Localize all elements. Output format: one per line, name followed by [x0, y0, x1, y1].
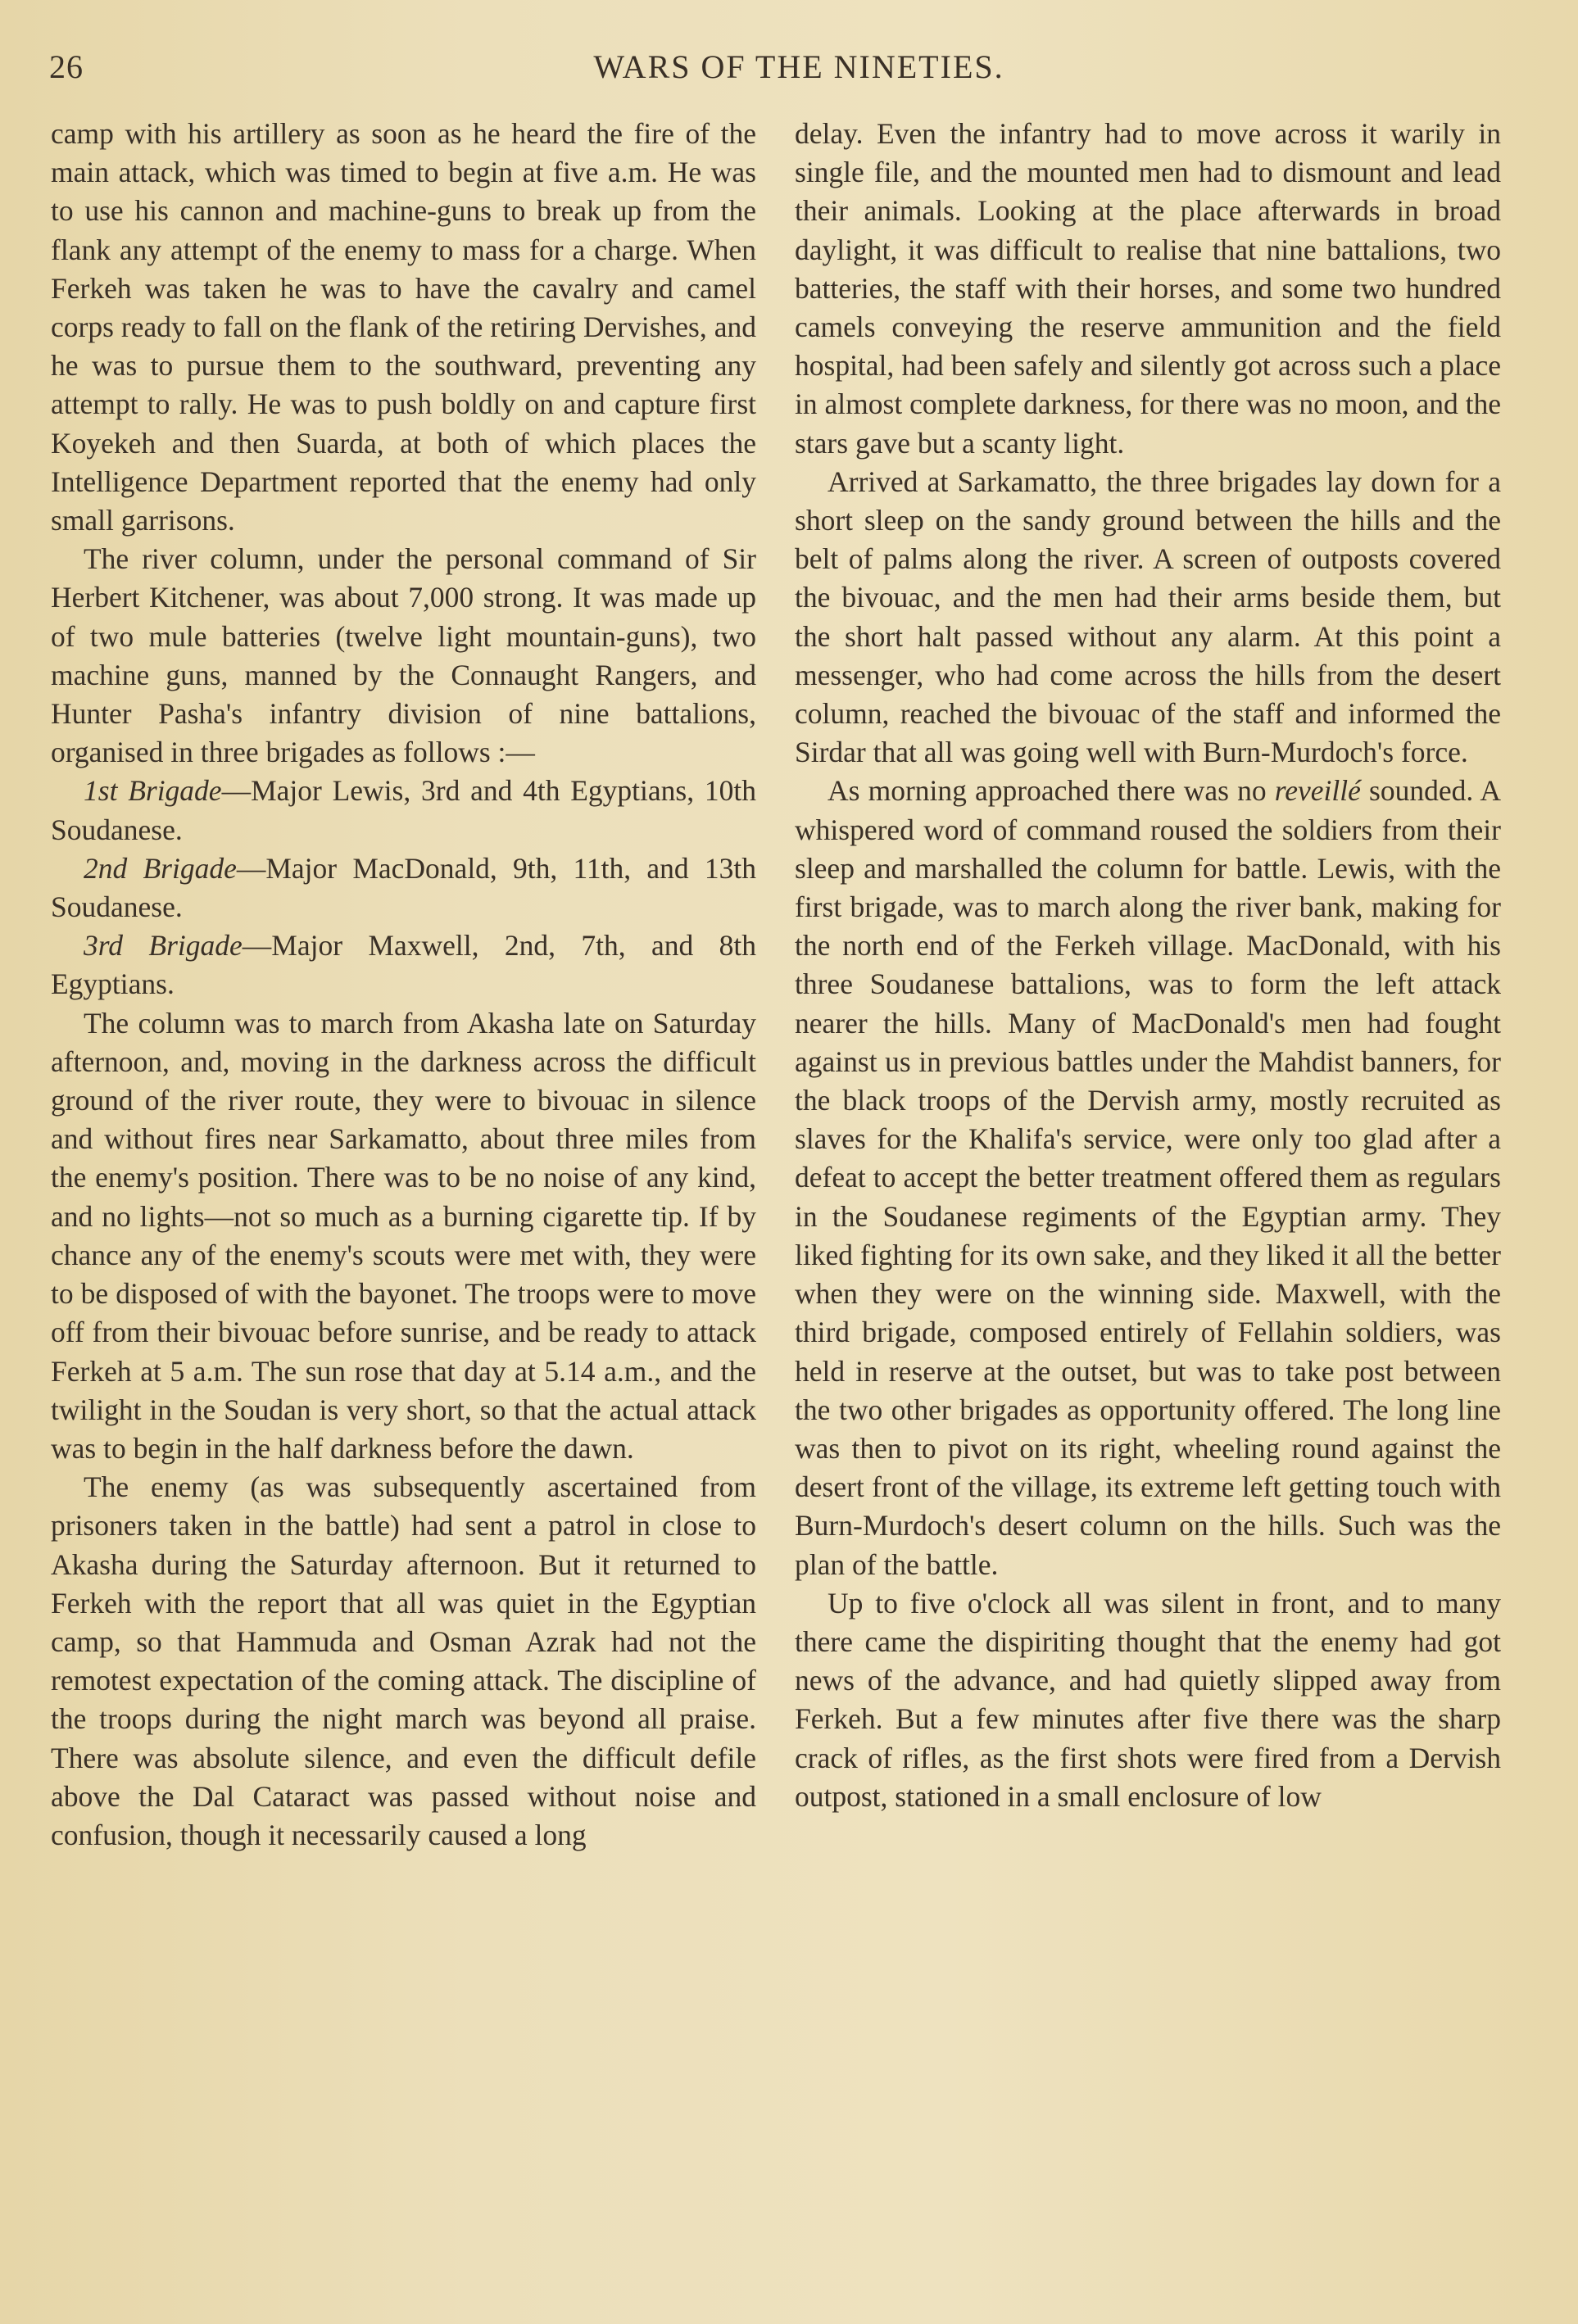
italic-word: reveillé — [1274, 774, 1361, 808]
paragraph-text: As morning approached there was no — [828, 774, 1275, 808]
paragraph: The enemy (as was subsequently ascertained from prisoners taken in the battle) had sent a patrol in close to Akasha during the Saturday afternoon. But it returned to Ferkeh with the report that all was quiet in the Egyptian camp, so that Hammuda and Osman Azrak had not the remotest expectation of the coming attack. The discipline of the troops during the night march was beyond all praise. There was absolute silence, and even the difficult defile above the Dal Cataract was passed without noise and confusion, though it necessarily caused a long — [51, 1470, 756, 1851]
left-column — [51, 115, 756, 1855]
brigade-text: —Major Lewis, 3rd and 4th Egyptians, 10th Soudanese. — [51, 774, 756, 846]
brigade-label: 3rd Brigade — [84, 929, 243, 963]
page-header — [49, 48, 1516, 97]
brigade-text: —Major Maxwell, 2nd, 7th, and 8th Egyptians. — [51, 929, 756, 1001]
paragraph: The column was to march from Akasha late on Saturday afternoon, and, moving in the darkness across the difficult ground of the river route, they were to bivouac in silence and without fires near Sarkamatto, about three miles from the enemy's position. There was to be no noise of any kind, and no lights—not so much as a burning cigarette tip. If by chance any of the enemy's scouts were met with, they were to be disposed of with the bayonet. The troops were to move off from their bivouac before sunrise, and be ready to attack Ferkeh at 5 a.m. The sun rose that day at 5.14 a.m., and the twilight in the Soudan is very short, so that the actual attack was to begin in the half darkness before the dawn. — [51, 1006, 756, 1465]
paragraph: The river column, under the personal command of Sir Herbert Kitchener, was about 7,000 strong. It was made up of two mule batteries (twelve light mountain-guns), two machine guns, manned by the Connaught Rangers, and Hunter Pasha's infantry division of nine battalions, organised in three brigades as follows :— — [51, 542, 756, 769]
brigade-text: —Major MacDonald, 9th, 11th, and 13th Soudanese. — [51, 851, 757, 924]
right-column — [795, 115, 1501, 1816]
brigade-label: 1st Brigade — [84, 774, 222, 808]
brigade-label: 2nd Brigade — [84, 851, 237, 885]
paragraph: camp with his artillery as soon as he heard the fire of the main attack, which was timed to begin at five a.m. He was to use his cannon and machine-guns to break up from the flank any attempt of the enemy to mass for a charge. When Ferkeh was taken he was to have the cavalry and camel corps ready to fall on the flank of the retiring Dervishes, and he was to pursue them to the southward, preventing any attempt to rally. He was to push boldly on and capture first Koyekeh and then Suarda, at both of which places the Intelligence Department reported that the enemy had only small garrisons. — [51, 117, 756, 537]
paragraph — [795, 772, 1501, 1583]
paragraph: Up to five o'clock all was silent in front, and to many there came the dispiriting thought that the enemy had got news of the advance, and had quietly slipped away from Ferkeh. But a few minutes after five there was the sharp crack of rifles, as the first shots were fired from a Dervish outpost, stationed in a small enclosure of low — [795, 1586, 1501, 1813]
brigade-entry-2 — [51, 849, 756, 926]
paragraph: delay. Even the infantry had to move across it warily in single file, and the mounted men had to dismount and lead their animals. Looking at the place afterwards in broad daylight, it was difficult to realise that nine battalions, two batteries, the staff with their horses, and some two hundred camels conveying the reserve ammunition and the field hospital, had been safely and silently got across such a place in almost complete darkness, for there was no moon, and the stars gave but a scanty light. — [795, 117, 1501, 460]
brigade-entry-1 — [51, 772, 756, 849]
page-number: 26 — [49, 48, 84, 85]
paragraph: Arrived at Sarkamatto, the three brigades lay down for a short sleep on the sandy ground between the hills and the belt of palms along the river. A screen of outposts covered the bivouac, and the men had their arms beside them, but the short halt passed without any alarm. At this point a messenger, who had come across the hills from the desert column, reached the bivouac of the staff and informed the Sirdar that all was going well with Burn-Murdoch's force. — [795, 464, 1501, 769]
brigade-entry-3 — [51, 926, 756, 1003]
running-title: WARS OF THE NINETIES. — [593, 48, 1004, 85]
paragraph-text: sounded. A whispered word of command roused the soldiers from their sleep and marshalled the column for battle. Lewis, with the first brigade, was to march along the river bank, making for the north end of the Ferkeh village. MacDonald, with his three Soudanese battalions, was to form the left attack nearer the hills. Many of MacDonald's men had fought against us in previous battles under the Mahdist banners, for the black troops of the Dervish army, mostly recruited as slaves for the Khalifa's service, were only too glad after a defeat to accept the better treatment offered them as regulars in the Soudanese regiments of the Egyptian army. They liked fighting for its own sake, and they liked it all the better when they were on the winning side. Maxwell, with the third brigade, composed entirely of Fellahin soldiers, was held in reserve at the outset, but was to take post between the two other brigades as opportunity offered. The long line was then to pivot on its right, wheeling round against the desert front of the village, its extreme left getting touch with Burn-Murdoch's desert column on the hills. Such was the plan of the battle. — [795, 774, 1501, 1581]
